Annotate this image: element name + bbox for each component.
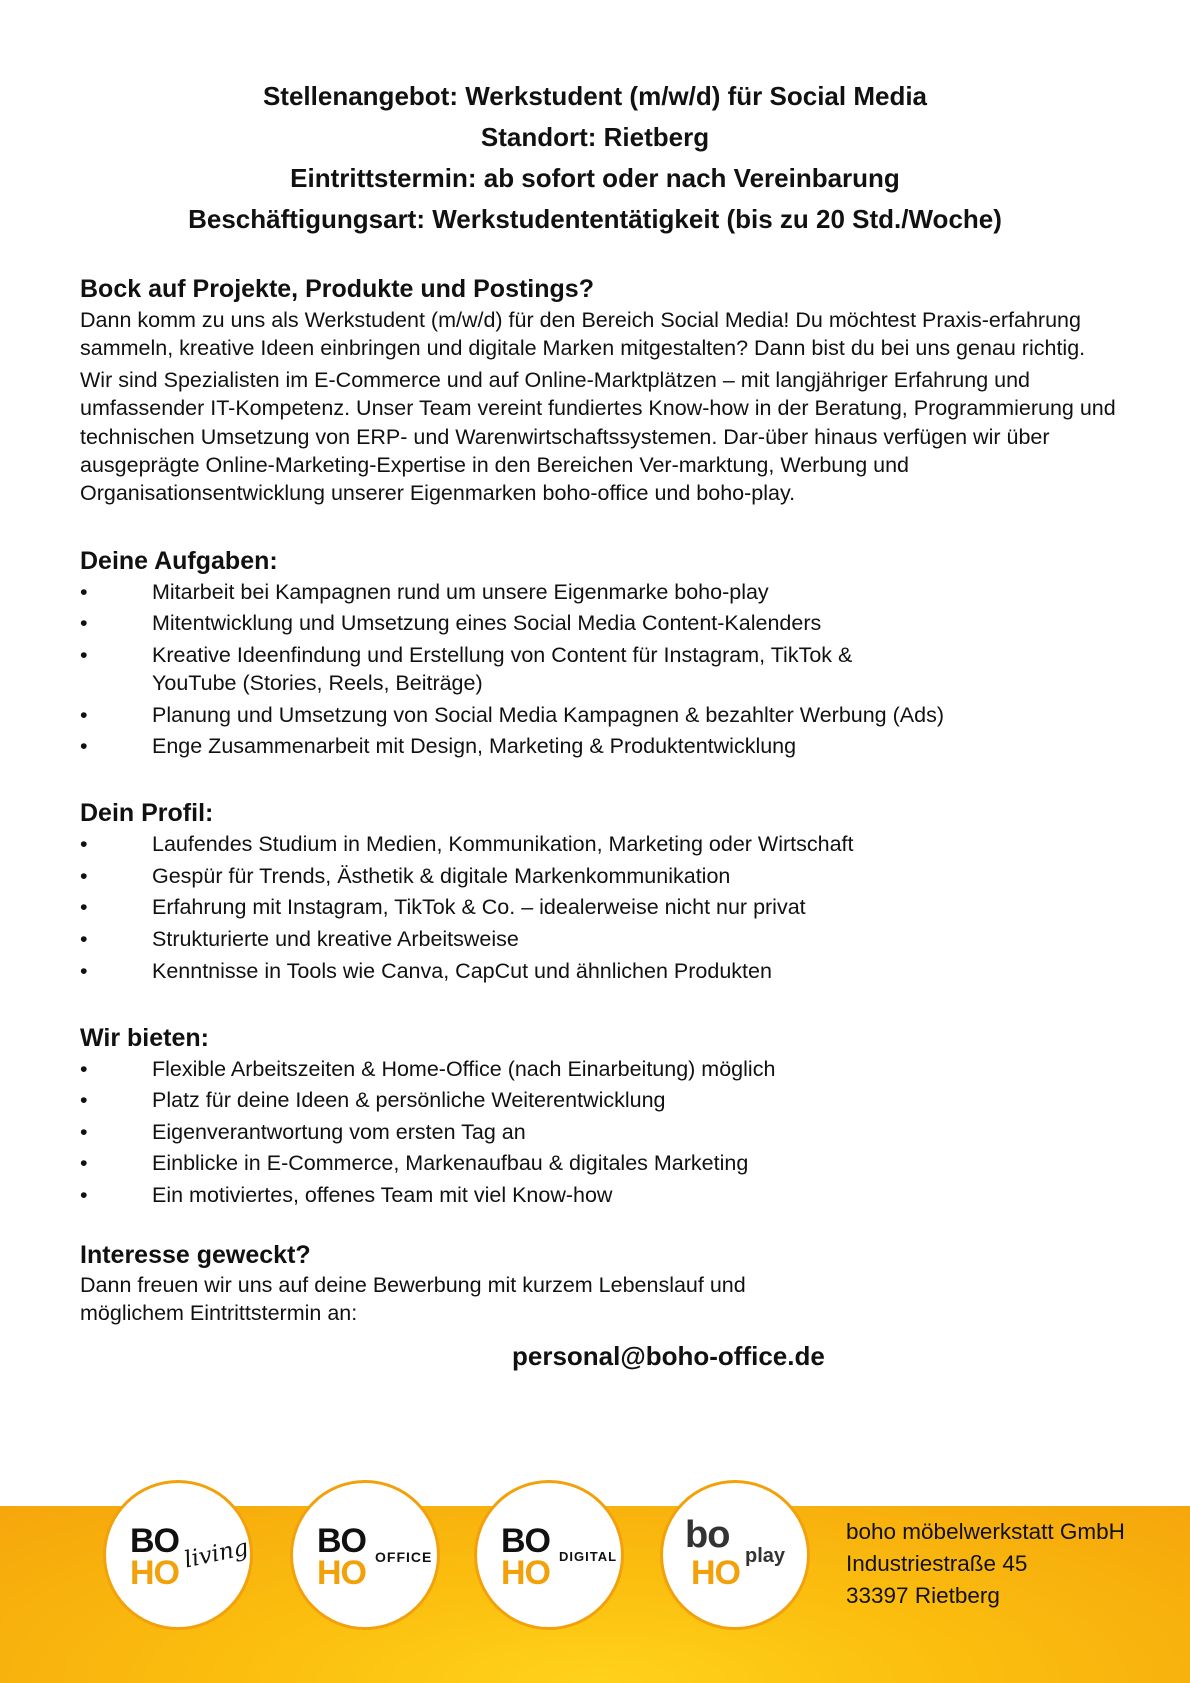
intro-section [80, 272, 1120, 508]
contact-email-link[interactable]: personal@boho-office.de [512, 1340, 825, 1371]
boho-play-logo: bo HO play [660, 1480, 810, 1630]
list-item: • Mitentwicklung und Umsetzung eines Social Media Content-Kalenders [80, 611, 822, 636]
list-item: • Einblicke in E-Commerce, Markenaufbau & digitales Marketing [80, 1151, 749, 1176]
bullet-icon: • [80, 1088, 88, 1113]
bullet-icon: • [80, 1151, 88, 1176]
bullet-icon: • [80, 895, 88, 920]
start-date-line: Eintrittstermin: ab sofort oder nach Vereinbarung [290, 163, 900, 193]
list-item: • Erfahrung mit Instagram, TikTok & Co. – idealerweise nicht nur privat [80, 895, 806, 920]
bullet-icon: • [80, 863, 88, 888]
intro-paragraph-1: Dann komm zu uns als Werkstudent (m/w/d) für den Bereich Social Media! Du möchtest Praxis-erfahrung sammeln, kreative Ideen einbringen und digitale Marken mitgestalten? Dann bist du bei uns genau richtig. [80, 308, 1086, 361]
list-item: • Kreative Ideenfindung und Erstellung von Content für Instagram, TikTok & YouTube (Stories, Reels, Beiträge) [80, 643, 853, 696]
bullet-icon: • [80, 958, 88, 983]
bullet-icon: • [80, 927, 88, 951]
employment-type-line: Beschäftigungsart: Werkstudententätigkeit (bis zu 20 Std./Woche) [188, 204, 1002, 234]
company-street: Industriestraße 45 [846, 1551, 1028, 1576]
boho-living-logo: BO HO living [103, 1480, 253, 1630]
list-item: • Platz für deine Ideen & persönliche Weiterentwicklung [80, 1088, 666, 1113]
bullet-icon: • [80, 702, 88, 727]
tasks-section [80, 544, 1120, 760]
offer-heading: Wir bieten: [80, 1023, 209, 1052]
offer-section [80, 1021, 1120, 1209]
bullet-icon: • [80, 734, 88, 759]
list-item: • Ein motiviertes, offenes Team mit viel Know-how [80, 1182, 613, 1207]
bullet-icon: • [80, 832, 88, 857]
job-header [0, 76, 1190, 240]
list-item: • Strukturierte und kreative Arbeitsweise [80, 927, 519, 951]
main-content [80, 272, 1120, 1376]
list-item: • Eigenverantwortung vom ersten Tag an [80, 1119, 526, 1144]
bullet-icon: • [80, 611, 88, 636]
list-item: • Planung und Umsetzung von Social Media Kampagnen & bezahlter Werbung (Ads) [80, 702, 944, 727]
bullet-icon: • [80, 1182, 88, 1207]
contact-text: Dann freuen wir uns auf deine Bewerbung mit kurzem Lebenslauf und möglichem Eintrittstermin an: [80, 1272, 746, 1326]
list-item: • Laufendes Studium in Medien, Kommunikation, Marketing oder Wirtschaft [80, 832, 854, 857]
profile-heading: Dein Profil: [80, 799, 214, 828]
contact-section [80, 1239, 1120, 1376]
bullet-icon: • [80, 1056, 88, 1081]
job-title-line: Stellenangebot: Werkstudent (m/w/d) für Social Media [262, 81, 928, 111]
company-city: 33397 Rietberg [846, 1583, 1000, 1608]
bullet-icon: • [80, 1119, 88, 1144]
intro-heading: Bock auf Projekte, Produkte und Postings? [80, 275, 594, 303]
list-item: • Kenntnisse in Tools wie Canva, CapCut und ähnlichen Produkten [80, 958, 772, 983]
list-item: • Enge Zusammenarbeit mit Design, Marketing & Produktentwicklung [80, 734, 797, 759]
boho-office-logo: BO HO OFFICE [290, 1480, 440, 1630]
tasks-heading: Deine Aufgaben: [80, 546, 278, 575]
contact-heading: Interesse geweckt? [80, 1240, 311, 1269]
company-name: boho möbelwerkstatt GmbH [846, 1519, 1125, 1544]
profile-list [80, 830, 1120, 984]
tasks-list [80, 578, 1120, 760]
profile-section [80, 796, 1120, 984]
list-item: • Flexible Arbeitszeiten & Home-Office (nach Einarbeitung) möglich [80, 1056, 776, 1081]
bullet-icon: • [80, 643, 88, 668]
offer-list [80, 1055, 1120, 1209]
location-line: Standort: Rietberg [480, 122, 710, 152]
list-item: • Mitarbeit bei Kampagnen rund um unsere Eigenmarke boho-play [80, 579, 769, 604]
bullet-icon: • [80, 579, 88, 604]
boho-digital-logo: BO HO DIGITAL [474, 1480, 624, 1630]
intro-paragraph-2: Wir sind Spezialisten im E-Commerce und auf Online-Marktplätzen – mit langjähriger Erfahrung und umfassender IT-Kompetenz. Unser Team vereint fundiertes Know-how in der Beratung, Programmierung und technischen Umsetzung von ERP- und Warenwirtschaftssystemen. Dar-über hinaus verfügen wir über ausgeprägte Online-Marketing-Expertise in den Bereichen Ver-marktung, Werbung und Organisationsentwicklung unserer Eigenmarken boho-office und boho-play. [80, 367, 1116, 506]
company-address [846, 1516, 1125, 1612]
list-item: • Gespür für Trends, Ästhetik & digitale Markenkommunikation [80, 863, 731, 888]
